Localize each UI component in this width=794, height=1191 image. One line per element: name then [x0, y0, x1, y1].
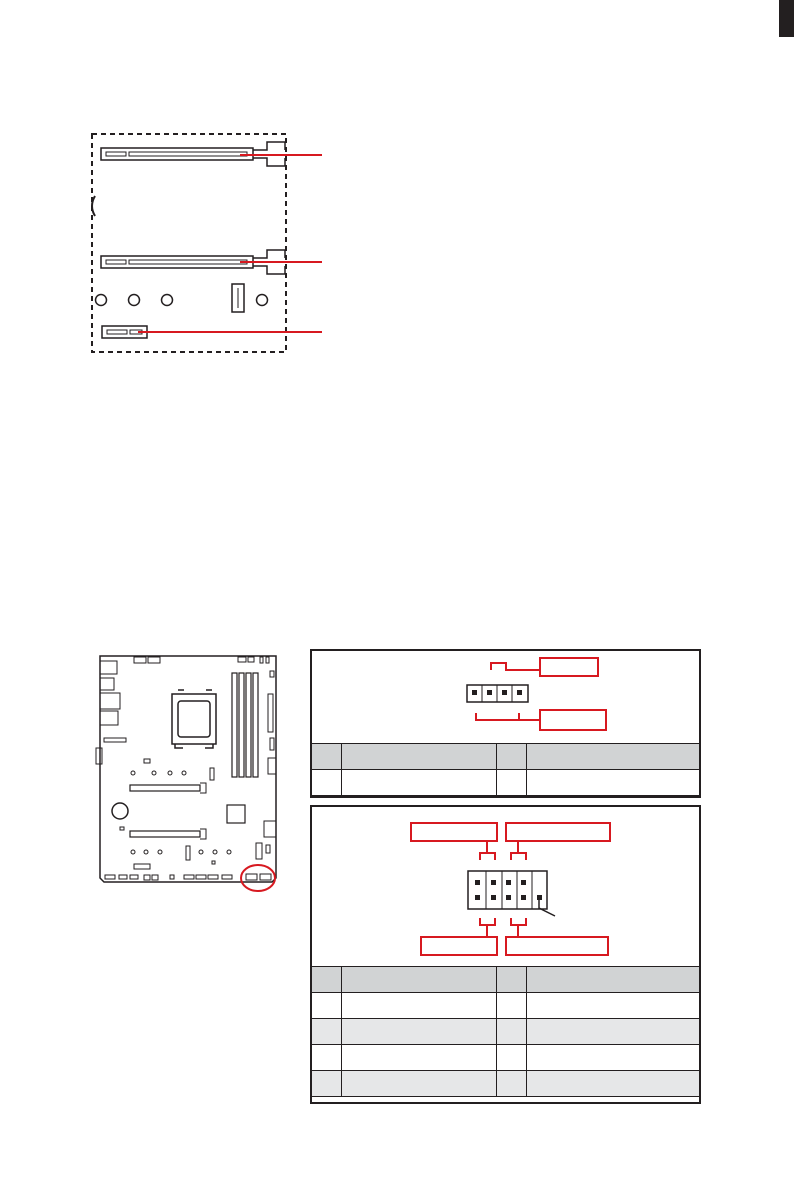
pin [491, 895, 496, 900]
table-row [312, 1019, 700, 1045]
bracket-top-left [480, 840, 495, 860]
label-tag-top-left [410, 822, 498, 842]
pin [475, 895, 480, 900]
pin [475, 880, 480, 885]
label-tag-bottom-right [505, 936, 609, 956]
bracket-bottom-right [511, 918, 526, 938]
label-tag-top-right [505, 822, 611, 842]
pin [521, 880, 526, 885]
table-header-row [312, 967, 700, 993]
label-tag-bottom-left [420, 936, 498, 956]
pin [521, 895, 526, 900]
pin [491, 880, 496, 885]
table-row [312, 993, 700, 1019]
bracket-bottom-left [480, 918, 495, 938]
pin-table-9pin [311, 966, 700, 1097]
pin [506, 895, 511, 900]
table-row [312, 1071, 700, 1097]
table-row [312, 1045, 700, 1071]
bracket-top-right [511, 840, 526, 860]
pin [506, 880, 511, 885]
